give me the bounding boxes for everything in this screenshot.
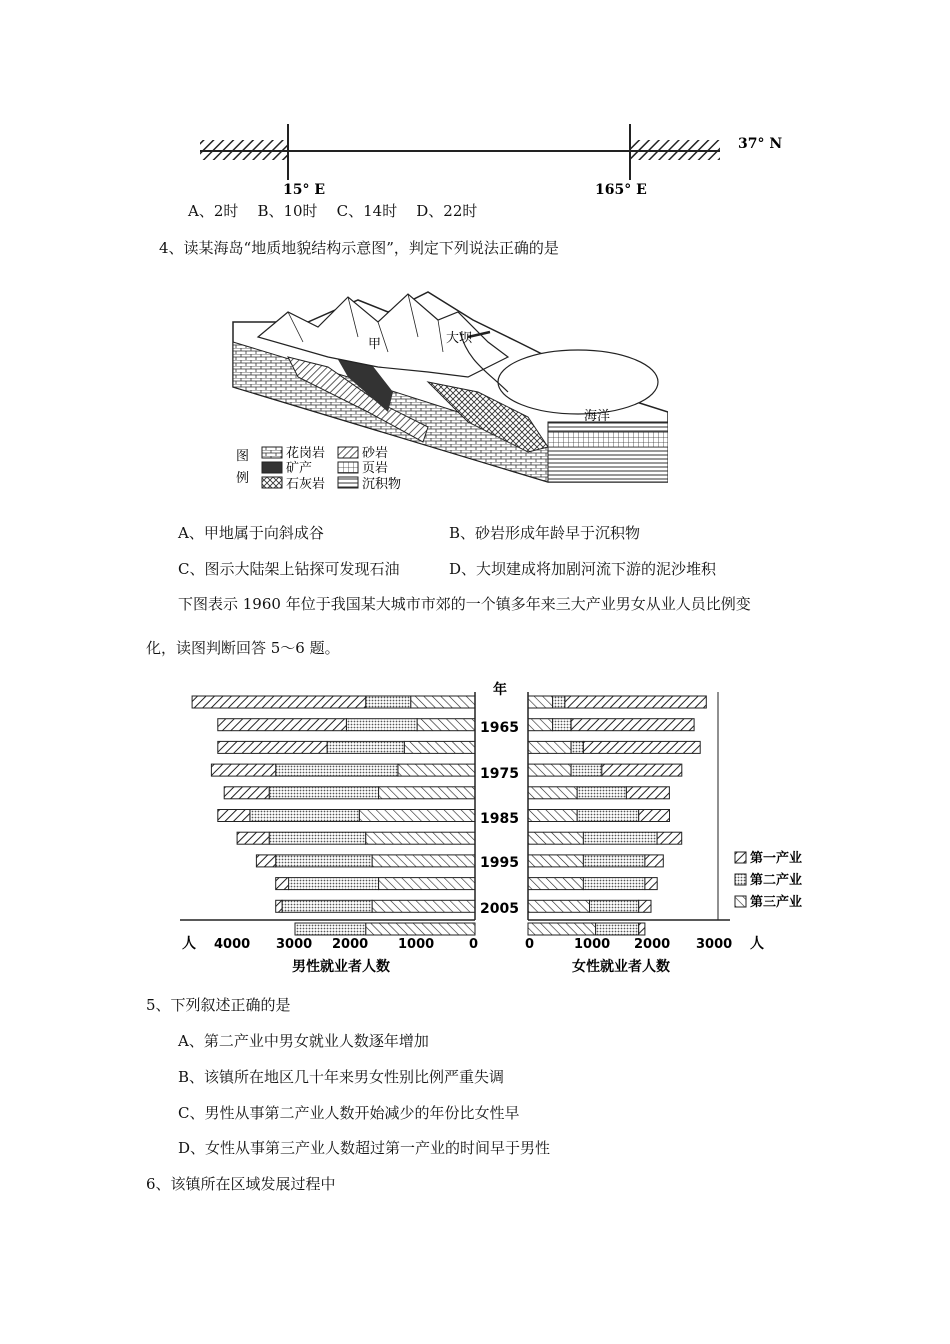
female-bar-primary (639, 923, 645, 935)
q5-option-c: C、男性从事第二产业人数开始减少的年份比女性早 (178, 1104, 520, 1122)
female-tick-2000: 2000 (634, 937, 671, 952)
female-bar-secondary (596, 923, 639, 935)
female-bar-primary (583, 741, 700, 753)
geology-block-diagram (228, 282, 668, 497)
female-bar-primary (657, 832, 682, 844)
year-label-2005: 2005 (480, 901, 519, 917)
male-bar-secondary (366, 696, 411, 708)
male-bar-tertiary (372, 900, 475, 912)
lat-label: 37° N (738, 136, 783, 152)
female-bar-primary (645, 855, 663, 867)
male-bar-primary (218, 741, 327, 753)
male-bar-primary (211, 764, 275, 776)
female-tick-1000: 1000 (574, 937, 611, 952)
male-bar-secondary (250, 810, 359, 822)
male-tick-0: 0 (469, 937, 479, 952)
q5-option-a: A、第二产业中男女就业人数逐年增加 (178, 1032, 429, 1050)
legend-tertiary: 第三产业 (750, 895, 803, 910)
legend-granite: 花岗岩 (286, 446, 326, 461)
male-bar-tertiary (379, 787, 475, 799)
year-label-1985: 1985 (480, 811, 519, 827)
male-unit: 人 (182, 936, 196, 952)
male-bar-secondary (276, 764, 398, 776)
legend-primary: 第一产业 (750, 851, 803, 866)
timezone-diagram (195, 118, 805, 200)
male-bar-tertiary (372, 855, 475, 867)
legend-swatch-secondary (735, 874, 746, 885)
legend-limestone: 石灰岩 (286, 477, 326, 492)
female-bar-tertiary (528, 764, 571, 776)
male-bar-secondary (282, 900, 372, 912)
male-bar-secondary (289, 878, 379, 890)
female-xlabel: 女性就业者人数 (572, 959, 670, 975)
male-bar-tertiary (417, 719, 475, 731)
female-bar-primary (626, 787, 669, 799)
female-bar-tertiary (528, 923, 596, 935)
female-bar-secondary (553, 719, 571, 731)
female-bar-tertiary (528, 878, 583, 890)
label-jia: 甲 (368, 337, 382, 352)
male-bar-secondary (269, 832, 365, 844)
q5-option-d: D、女性从事第三产业人数超过第一产业的时间早于男性 (178, 1139, 551, 1157)
male-tick-3000: 3000 (276, 937, 313, 952)
q4-option-b: B、砂岩形成年龄早于沉积物 (449, 524, 641, 542)
male-bar-primary (276, 900, 282, 912)
male-tick-1000: 1000 (398, 937, 435, 952)
female-bar-secondary (583, 832, 657, 844)
female-bar-primary (602, 764, 682, 776)
male-bar-primary (218, 719, 347, 731)
male-bar-primary (192, 696, 366, 708)
female-bar-primary (639, 900, 651, 912)
male-bar-secondary (269, 787, 378, 799)
male-bar-secondary (327, 741, 404, 753)
male-tick-2000: 2000 (332, 937, 369, 952)
q5-option-b: B、该镇所在地区几十年来男女性别比例严重失调 (178, 1068, 505, 1086)
male-bar-secondary (276, 855, 372, 867)
female-bar-tertiary (528, 741, 571, 753)
female-bar-tertiary (528, 719, 553, 731)
female-bar-secondary (571, 764, 602, 776)
female-bar-secondary (577, 810, 639, 822)
female-unit: 人 (750, 936, 764, 952)
lon-label-right: 165° E (595, 182, 647, 198)
year-label-1975: 1975 (480, 766, 519, 782)
female-bar-tertiary (528, 787, 577, 799)
male-bar-primary (237, 832, 269, 844)
female-tick-3000: 3000 (696, 937, 733, 952)
q4-stem: 4、读某海岛“地质地貌结构示意图”，判定下列说法正确的是 (159, 239, 559, 257)
year-label-1965: 1965 (480, 720, 519, 736)
female-bar-secondary (553, 696, 565, 708)
q6-stem: 6、该镇所在区域发展过程中 (146, 1175, 336, 1193)
legend-swatch-primary (735, 852, 746, 863)
female-bar-primary (571, 719, 694, 731)
legend-shale: 页岩 (362, 461, 389, 476)
employment-chart (170, 672, 830, 982)
female-bar-secondary (590, 900, 639, 912)
female-bar-tertiary (528, 810, 577, 822)
q4-option-c: C、图示大陆架上钻探可发现石油 (178, 560, 400, 578)
legend-swatch-tertiary (735, 896, 746, 907)
legend-secondary: 第二产业 (750, 873, 803, 888)
male-bar-primary (256, 855, 275, 867)
female-bar-secondary (583, 878, 645, 890)
male-tick-4000: 4000 (214, 937, 251, 952)
male-bar-tertiary (366, 832, 475, 844)
female-bar-tertiary (528, 855, 583, 867)
female-bar-secondary (571, 741, 583, 753)
q4-option-d: D、大坝建成将加剧河流下游的泥沙堆积 (449, 560, 717, 578)
legend-sandstone: 砂岩 (362, 446, 389, 461)
female-bar-tertiary (528, 832, 583, 844)
female-bar-tertiary (528, 900, 590, 912)
female-tick-0: 0 (525, 937, 535, 952)
male-bar-tertiary (366, 923, 475, 935)
lon-label-left: 15° E (283, 182, 326, 198)
male-bar-tertiary (411, 696, 475, 708)
q4-option-a: A、甲地属于向斜成谷 (178, 524, 324, 542)
q5-stem: 5、下列叙述正确的是 (146, 996, 291, 1014)
legend-sediment: 沉积物 (362, 477, 402, 492)
label-dam: 大坝 (446, 331, 473, 346)
male-bar-primary (276, 878, 289, 890)
legend-mineral: 矿产 (286, 461, 313, 476)
male-bar-secondary (346, 719, 417, 731)
female-bar-secondary (577, 787, 626, 799)
male-bar-primary (224, 787, 269, 799)
female-bar-secondary (583, 855, 645, 867)
year-label-1995: 1995 (480, 855, 519, 871)
female-bar-primary (639, 810, 670, 822)
intro-line-2: 化，读图判断回答 5～6 题。 (146, 639, 340, 657)
male-bar-tertiary (379, 878, 475, 890)
label-ocean: 海洋 (584, 409, 611, 424)
female-bar-primary (645, 878, 657, 890)
female-bar-tertiary (528, 696, 553, 708)
male-bar-tertiary (404, 741, 475, 753)
male-bar-secondary (295, 923, 366, 935)
legend-title-1: 图 (236, 449, 250, 464)
male-bar-tertiary (398, 764, 475, 776)
q3-options: A、2时 B、10时 C、14时 D、22时 (188, 202, 478, 220)
intro-line-1: 下图表示 1960 年位于我国某大城市市郊的一个镇多年来三大产业男女从业人员比例变 (178, 595, 751, 613)
male-bar-tertiary (359, 810, 475, 822)
year-axis-title: 年 (493, 682, 507, 698)
male-bar-primary (218, 810, 250, 822)
female-bar-primary (565, 696, 706, 708)
male-xlabel: 男性就业者人数 (292, 959, 390, 975)
legend-title-2: 例 (236, 471, 250, 486)
